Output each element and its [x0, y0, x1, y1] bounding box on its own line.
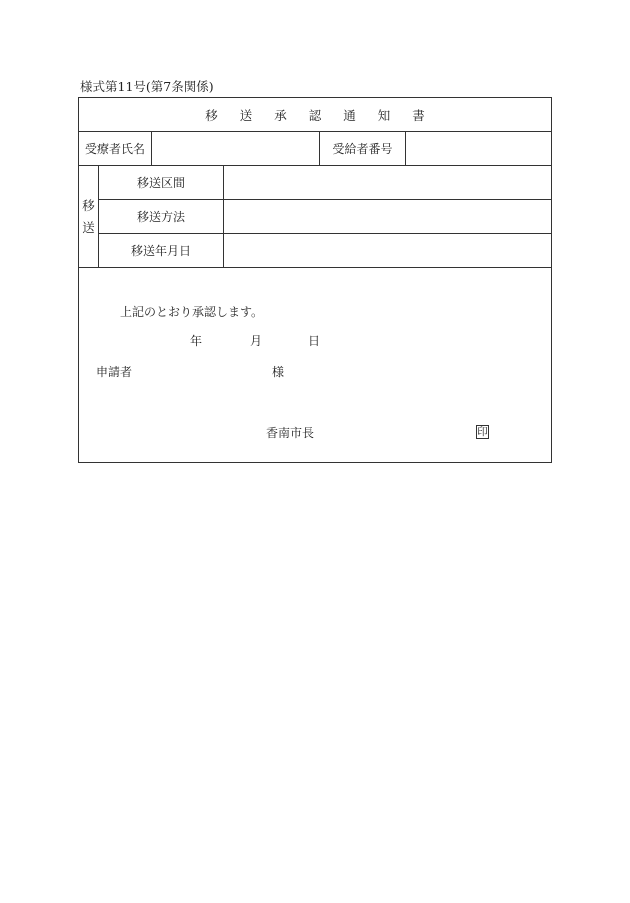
transfer-date-label-text: 移送年月日	[130, 244, 191, 258]
form-title-row	[79, 98, 551, 131]
transfer-method-label	[99, 200, 223, 233]
patient-name-label-text: 受療者氏名	[84, 142, 145, 156]
transfer-method-field[interactable]	[224, 200, 551, 233]
recipient-number-label	[320, 132, 405, 165]
notice-form	[78, 97, 552, 463]
patient-name-field[interactable]	[152, 132, 319, 165]
approval-sentence: 上記のとおり承認します。	[120, 305, 264, 319]
transfer-side-label	[79, 166, 98, 267]
issuer-name: 香南市長	[266, 426, 315, 440]
form-number-label: 様式第11号(第7条関係)	[80, 79, 214, 94]
transfer-section-label-text: 移送区間	[136, 176, 185, 190]
date-day-label: 日	[308, 334, 321, 348]
transfer-date-label	[99, 234, 223, 267]
transfer-date-field[interactable]	[224, 234, 551, 267]
date-year-label: 年	[190, 334, 203, 348]
rule-below-date	[79, 267, 551, 268]
recipient-number-label-text: 受給者番号	[332, 142, 393, 156]
patient-name-label	[79, 132, 151, 165]
seal-mark: 印	[477, 426, 488, 438]
transfer-side-label-bottom: 送	[82, 219, 95, 235]
date-month-label: 月	[250, 334, 263, 348]
applicant-honorific: 様	[272, 365, 285, 379]
transfer-side-label-top: 移	[82, 197, 95, 213]
applicant-label: 申請者	[96, 365, 133, 379]
form-title: 移送承認通知書	[205, 107, 447, 123]
transfer-section-label	[99, 166, 223, 199]
transfer-section-field[interactable]	[224, 166, 551, 199]
recipient-number-field[interactable]	[406, 132, 551, 165]
transfer-method-label-text: 移送方法	[136, 210, 185, 224]
